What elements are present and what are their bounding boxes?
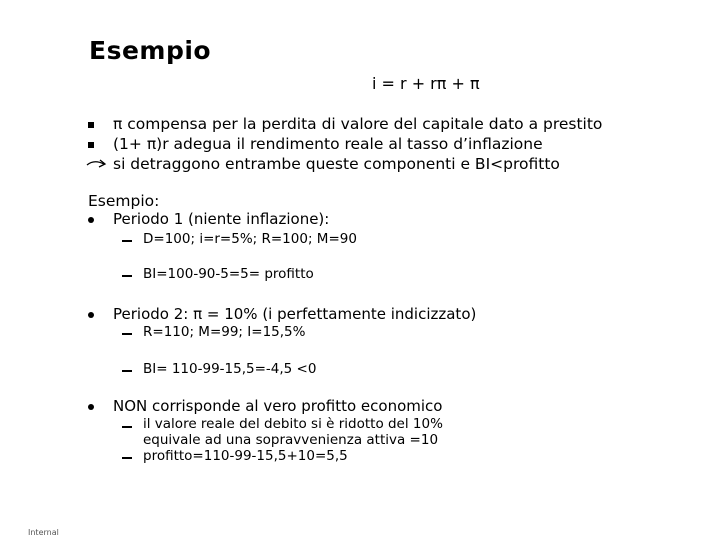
dash-bullet-icon — [122, 240, 132, 242]
periodo-1-item: D=100; i=r=5%; R=100; M=90 — [143, 231, 357, 247]
footer-label: Internal — [28, 528, 59, 537]
dash-bullet-icon — [122, 370, 132, 372]
dash-bullet-icon — [122, 333, 132, 335]
non-label: NON corrisponde al vero profitto economico — [113, 397, 443, 415]
round-bullet-icon — [88, 312, 94, 318]
square-bullet-icon — [88, 122, 94, 128]
round-bullet-icon — [88, 404, 94, 410]
dash-bullet-icon — [122, 457, 132, 459]
bullet-text: (1+ π)r adegua il rendimento reale al tasso d’inflazione — [113, 135, 543, 153]
dash-bullet-icon — [122, 275, 132, 277]
periodo-2-item: BI= 110-99-15,5=-4,5 <0 — [143, 361, 317, 377]
square-bullet-icon — [88, 142, 94, 148]
slide-title: Esempio — [89, 36, 212, 65]
periodo-2-item: R=110; M=99; I=15,5% — [143, 324, 306, 340]
non-item: profitto=110-99-15,5+10=5,5 — [143, 448, 348, 464]
periodo-1-label: Periodo 1 (niente inflazione): — [113, 210, 330, 228]
arrow-right-icon — [86, 157, 108, 169]
round-bullet-icon — [88, 217, 94, 223]
non-item-line: il valore reale del debito si è ridotto del 10% — [143, 416, 443, 432]
non-item-line: equivale ad una sopravvenienza attiva =10 — [143, 432, 439, 448]
bullet-text: si detraggono entrambe queste componenti e BI<profitto — [113, 155, 560, 173]
example-heading: Esempio: — [88, 192, 160, 210]
periodo-2-label: Periodo 2: π = 10% (i perfettamente indicizzato) — [113, 305, 477, 323]
dash-bullet-icon — [122, 426, 132, 428]
periodo-1-item: BI=100-90-5=5= profitto — [143, 266, 314, 282]
bullet-text: π compensa per la perdita di valore del capitale dato a prestito — [113, 115, 603, 133]
interest-formula: i = r + rπ + π — [372, 74, 480, 93]
